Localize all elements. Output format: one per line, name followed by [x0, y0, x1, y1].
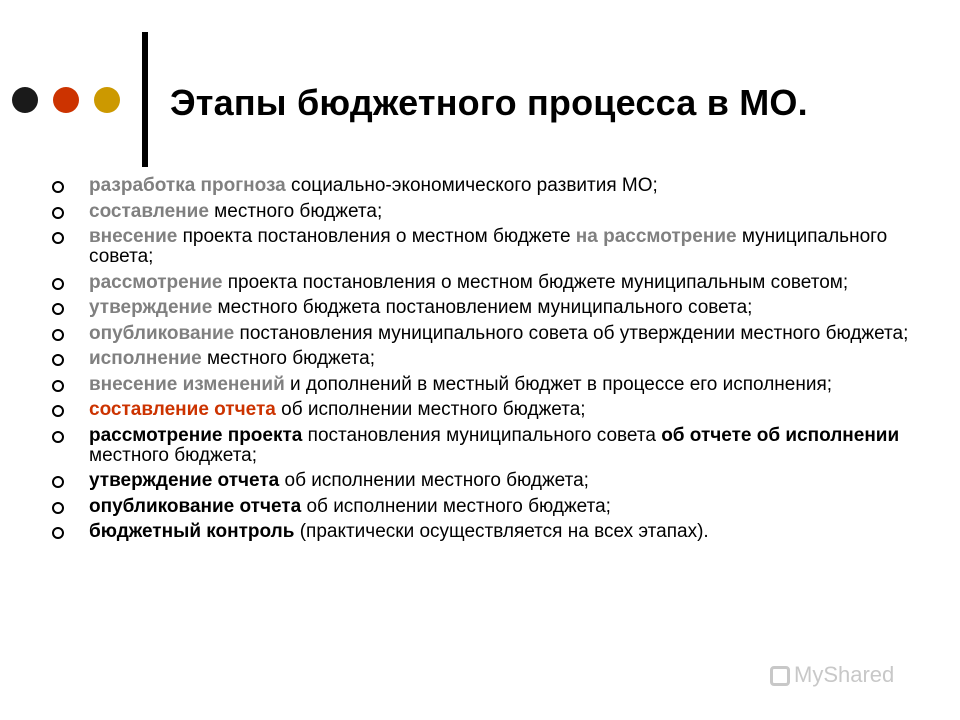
- list-item-text: социально-экономического развития МО;: [285, 175, 658, 196]
- list-item-text: опубликование отчета: [89, 495, 302, 517]
- bullet-icon: [52, 476, 64, 488]
- list-item-text: утверждение: [89, 297, 213, 318]
- decor-dot-red: [53, 87, 79, 113]
- slide-title: Этапы бюджетного процесса в МО.: [170, 82, 808, 123]
- watermark-text: MyShared: [794, 662, 895, 687]
- bullet-icon: [52, 181, 64, 193]
- list-item-text: об исполнении местного бюджета;: [275, 399, 586, 420]
- list-item-text: внесение: [89, 226, 178, 247]
- list-item-text: об отчете об исполнении: [661, 424, 900, 446]
- list-item: [52, 227, 932, 267]
- list-item-text: опубликование: [89, 322, 235, 344]
- decor-dot-black: [12, 87, 38, 113]
- list-item-text: проекта постановления о местном бюджете муниципальным советом;: [222, 271, 849, 293]
- bullet-icon: [52, 232, 64, 244]
- list-item-text: составление: [89, 200, 209, 222]
- list-item-text: постановления муниципального совета: [302, 424, 662, 446]
- list-item-text: утверждение отчета: [89, 470, 280, 491]
- list-item-text: на рассмотрение: [575, 226, 737, 247]
- list-item-text: муниципального совета;: [89, 226, 888, 267]
- stage-list: [52, 176, 932, 548]
- list-item: [52, 471, 932, 491]
- list-item-text: постановления муниципального совета об утверждении местного бюджета;: [234, 322, 909, 344]
- list-item: [52, 426, 932, 466]
- bullet-icon: [52, 303, 64, 315]
- list-item: [52, 497, 932, 517]
- bullet-icon: [52, 354, 64, 366]
- bullet-icon: [52, 278, 64, 290]
- list-item-text: (практически осуществляется на всех этапах).: [294, 521, 709, 542]
- bullet-icon: [52, 380, 64, 392]
- list-item: [52, 400, 932, 420]
- bullet-icon: [52, 502, 64, 514]
- list-item-text: исполнение: [89, 348, 202, 369]
- decor-dot-gold: [94, 87, 120, 113]
- list-item-text: и дополнений в местный бюджет в процессе его исполнения;: [284, 373, 833, 395]
- list-item: [52, 324, 932, 344]
- list-item-text: местного бюджета;: [89, 444, 258, 466]
- list-item-text: бюджетный контроль: [89, 521, 295, 542]
- watermark-logo-icon: [770, 666, 790, 686]
- list-item: [52, 298, 932, 318]
- list-item-text: разработка прогноза: [89, 175, 286, 196]
- list-item: [52, 202, 932, 222]
- list-item-text: проекта постановления о местном бюджете: [177, 226, 576, 247]
- list-item: [52, 522, 932, 542]
- title-divider: [142, 32, 148, 167]
- bullet-icon: [52, 207, 64, 219]
- watermark: [770, 662, 894, 688]
- list-item: [52, 375, 932, 395]
- bullet-icon: [52, 405, 64, 417]
- list-item-text: составление отчета: [89, 399, 276, 420]
- bullet-icon: [52, 527, 64, 539]
- list-item-text: местного бюджета постановлением муниципального совета;: [212, 297, 753, 318]
- list-item-text: об исполнении местного бюджета;: [301, 495, 611, 517]
- list-item-text: об исполнении местного бюджета;: [279, 470, 589, 491]
- bullet-icon: [52, 329, 64, 341]
- list-item-text: внесение изменений: [89, 373, 285, 395]
- list-item: [52, 349, 932, 369]
- list-item-text: рассмотрение: [89, 271, 223, 293]
- list-item: [52, 176, 932, 196]
- list-item-text: местного бюджета;: [208, 200, 383, 222]
- list-item: [52, 273, 932, 293]
- list-item-text: рассмотрение проекта: [89, 424, 303, 446]
- list-item-text: местного бюджета;: [201, 348, 376, 369]
- bullet-icon: [52, 431, 64, 443]
